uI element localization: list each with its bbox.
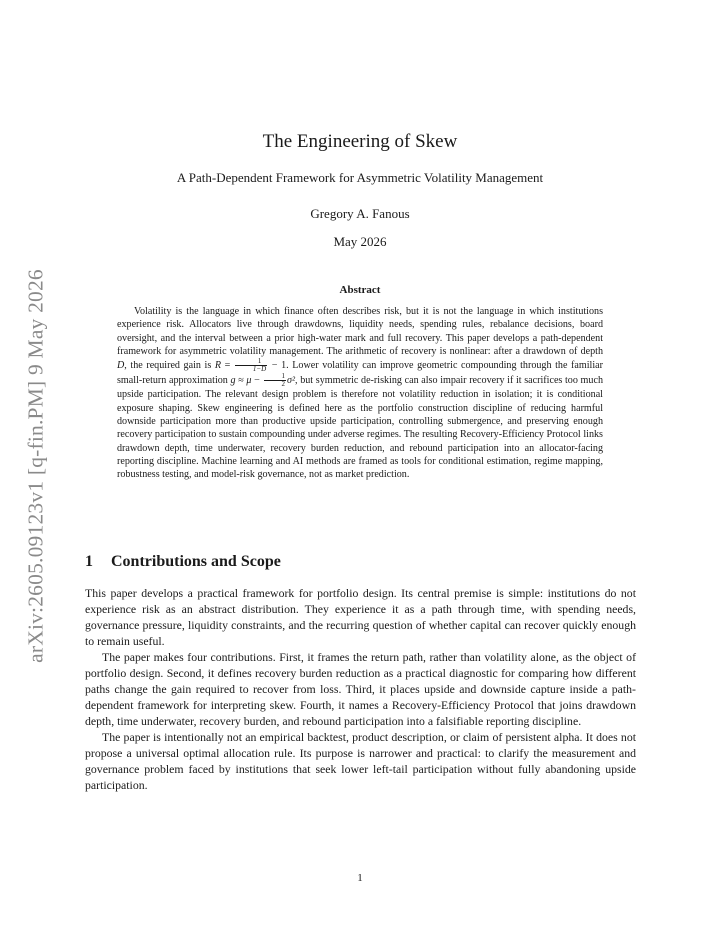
fraction-half	[264, 373, 287, 388]
math-var-sigma: σ²	[287, 375, 296, 387]
section-title: Contributions and Scope	[111, 553, 281, 570]
fraction-denominator: 1−D	[252, 365, 267, 374]
abstract-text: Volatility is the language in which finance often describes risk, but it is not the language in which institutions experience risk. Allocators live through drawdowns, liquidity needs, spending rules, rebalance decisions, board oversight, and the interval between a prior high-water mark and full recovery. This paper develops a path-dependent framework for asymmetric volatility management. The arithmetic of recovery is nonlinear: after a drawdown of depth	[117, 306, 603, 358]
abstract-text: . Lower volatility can improve geometric compounding through the familiar small-return approximation	[117, 360, 603, 387]
abstract-heading: Abstract	[339, 284, 381, 296]
math-operator: ≈	[235, 375, 247, 387]
section-paragraph: The paper is intentionally not an empirical backtest, product description, or claim of persistent alpha. It does not propose a universal optimal allocation rule. Its purpose is narrower and practical: to clarify the measurement and governance problem faced by institutions that seek lower left-tail participation without fully abandoning upside participation.	[85, 730, 636, 792]
fraction-denominator: 2	[281, 380, 286, 389]
fraction-numerator: 1	[235, 358, 267, 366]
page-number: 1	[357, 872, 363, 884]
math-var-r: R	[214, 360, 222, 372]
section-body	[85, 585, 636, 793]
paper-date: May 2026	[333, 234, 387, 249]
math-var-g: g	[230, 375, 236, 387]
math-var-mu: μ	[246, 375, 252, 387]
paper-title: The Engineering of Skew	[262, 131, 458, 152]
math-operator: − 1	[268, 360, 287, 372]
fraction-numerator: 1	[264, 373, 287, 381]
paper-subtitle: A Path-Dependent Framework for Asymmetric Volatility Management	[176, 170, 544, 185]
math-var-d: D	[117, 360, 125, 372]
section-number: 1	[85, 553, 93, 570]
abstract-text: , the required gain is	[124, 360, 215, 372]
abstract-body	[117, 305, 603, 482]
math-operator: −	[251, 375, 263, 387]
section-heading	[85, 553, 281, 571]
author-name: Gregory A. Fanous	[310, 206, 410, 221]
section-paragraph: This paper develops a practical framework for portfolio design. Its central premise is simple: institutions do not experience risk as an abstract distribution. They experience it as a path through time, with spending needs, governance pressure, liquidity constraints, and the recurring question of whether capital can recover quickly enough to remain useful.	[85, 586, 636, 648]
arxiv-identifier: arXiv:2605.09123v1 [q-fin.PM] 9 May 2026	[23, 269, 48, 663]
section-paragraph: The paper makes four contributions. First, it frames the return path, rather than volatility alone, as the object of portfolio design. Second, it defines recovery burden reduction as a practical diagnostic for comparing how different paths change the gain required to recover from loss. Third, it places upside and downside capture inside a path-dependent framework for interpreting skew. Fourth, it names a Recovery-Efficiency Protocol that joins drawdown depth, time underwater, recovery burden, and rebound participation into a falsifiable reporting discipline.	[85, 650, 636, 728]
math-operator: =	[221, 360, 234, 372]
abstract-text: , but symmetric de-risking can also impair recovery if it sacrifices too much upside participation. The relevant design problem is therefore not volatility reduction in isolation; it is conditional exposure shaping. Skew engineering is defined here as the portfolio construction discipline of reducing harmful downside participation more than productive upside participation, controlling submergence, and preserving enough recovery participation to sustain compounding under adverse regimes. The resulting Recovery-Efficiency Protocol links drawdown depth, time underwater, recovery burden reduction, and rebound participation into an allocator-facing reporting discipline. Machine learning and AI methods are framed as tools for conditional estimation, regime mapping, robustness testing, and model-risk governance, not as market prediction.	[117, 375, 603, 481]
fraction-recovery	[235, 358, 267, 373]
